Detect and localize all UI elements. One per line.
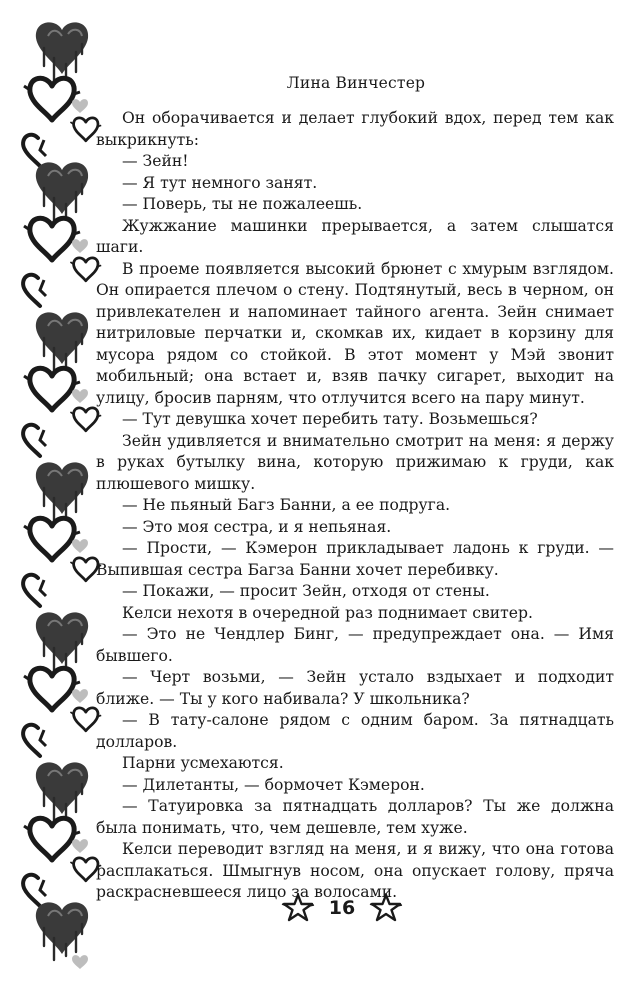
body-text <box>96 108 614 904</box>
paragraph: — Черт возьми, — Зейн устало вздыхает и подходит ближе. — Ты у кого набивала? У школьника? <box>96 668 614 708</box>
paragraph: Келси переводит взгляд на меня, и я вижу, что она готова расплакаться. Шмыгнув носом, она опускает голову, пряча раскрасневшееся лицо за волосами. <box>96 840 614 901</box>
star-icon <box>369 893 403 923</box>
paragraph: — Прости, — Кэмерон прикладывает ладонь к груди. — Выпившая сестра Багза Банни хочет перебивку. <box>96 539 614 579</box>
paragraph: Жужжание машинки прерывается, а затем слышатся шаги. <box>96 216 614 256</box>
page-number: 16 <box>328 897 356 919</box>
paragraph: — Поверь, ты не пожалеешь. <box>122 195 363 213</box>
paragraph: Келси нехотя в очередной раз поднимает свитер. <box>122 603 533 622</box>
running-header-author: Лина Винчестер <box>286 74 426 92</box>
paragraph: Он оборачивается и делает глубокий вдох, перед тем как выкрикнуть: <box>96 109 614 149</box>
margin-heart-decoration <box>0 0 110 1000</box>
paragraph: — Татуировка за пятнадцать долларов? Ты же должна была понимать, что, чем дешевле, тем хуже. <box>96 797 614 837</box>
paragraph: Парни усмехаются. <box>122 754 284 772</box>
paragraph: — В тату-салоне рядом с одним баром. За пятнадцать долларов. <box>96 711 614 751</box>
paragraph: — Тут девушка хочет перебить тату. Возьмешься? <box>122 410 538 428</box>
star-icon <box>281 893 315 923</box>
paragraph: — Не пьяный Багз Банни, а ее подруга. <box>122 496 451 514</box>
paragraph: — Это не Чендлер Бинг, — предупреждает она. — Имя бывшего. <box>96 625 614 665</box>
paragraph: — Зейн! <box>122 152 189 170</box>
paragraph: — Это моя сестра, и я непьяная. <box>122 517 392 536</box>
paragraph: В проеме появляется высокий брюнет с хмурым взглядом. Он опирается плечом о стену. Подтянутый, весь в черном, он привлекателен и напоминает тайного агента. Зейн снимает нитриловые перчатки и, скомкав их, кидает в корзину для мусора рядом со стойкой. В этот момент у Мэй звонит мобильный; она встает и, взяв пачку сигарет, выходит на улицу, бросив парням, что отлучится всего на пару минут. <box>96 259 614 407</box>
paragraph: Зейн удивляется и внимательно смотрит на меня: я держу в руках бутылку вина, которую прижимаю к груди, как плюшевого мишку. <box>96 431 614 493</box>
paragraph: — Дилетанты, — бормочет Кэмерон. <box>122 775 425 794</box>
paragraph: — Покажи, — просит Зейн, отходя от стены. <box>122 582 490 600</box>
page-footer <box>0 888 644 928</box>
paragraph: — Я тут немного занят. <box>122 173 318 192</box>
